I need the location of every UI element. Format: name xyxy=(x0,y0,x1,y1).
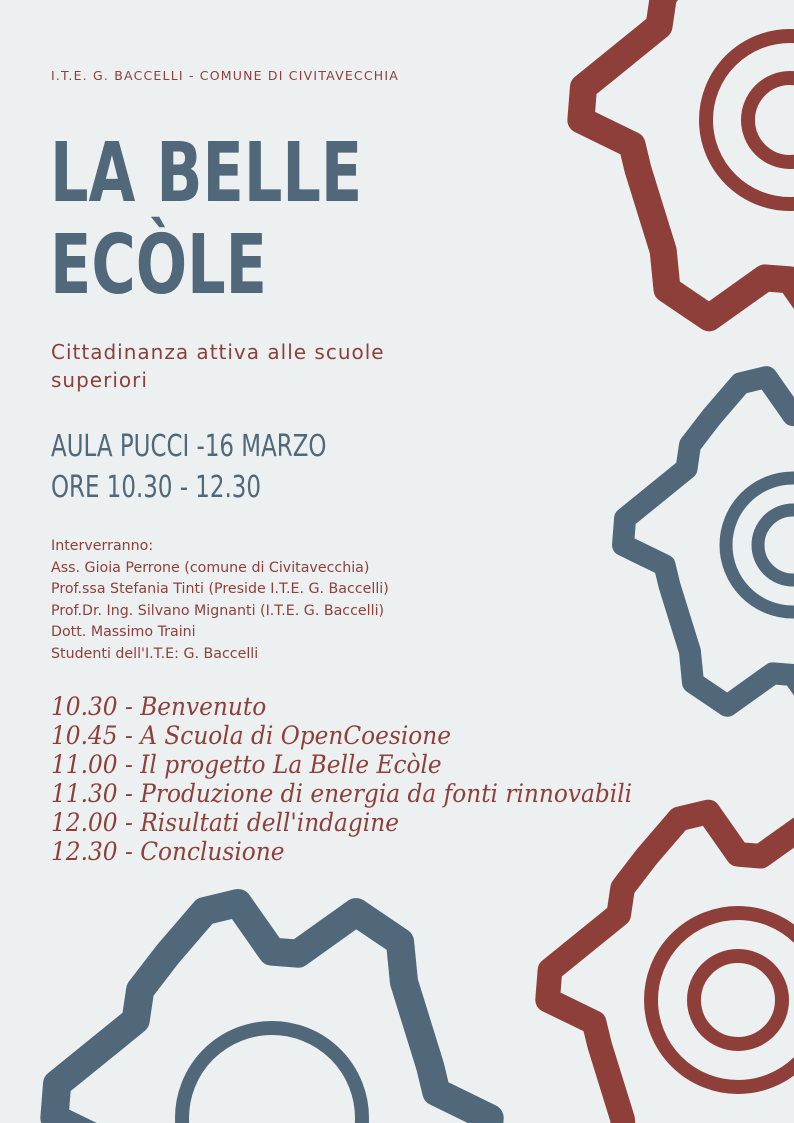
speaker-item: Studenti dell'I.T.E: G. Baccelli xyxy=(51,645,259,662)
agenda-item: 11.00 - Il progetto La Belle Ecòle xyxy=(51,750,442,779)
speaker-item: Prof.ssa Stefania Tinti (Preside I.T.E. G. Baccelli) xyxy=(51,581,389,597)
speakers-block xyxy=(51,536,396,665)
agenda-item: 10.30 - Benvenuto xyxy=(51,692,267,721)
page-title xyxy=(50,128,431,312)
speaker-item: Prof.Dr. Ing. Silvano Mignanti (I.T.E. G. Baccelli) xyxy=(51,602,385,619)
speaker-item: Ass. Gioia Perrone (comune di Civitavecchia) xyxy=(51,559,370,576)
agenda-list xyxy=(51,692,676,866)
title-line-1: LA BELLE xyxy=(50,126,363,221)
agenda-item: 12.30 - Conclusione xyxy=(51,837,285,866)
title-line-2: ECÒLE xyxy=(50,218,268,313)
speakers-heading: Interverranno: xyxy=(51,538,154,554)
agenda-item: 12.00 - Risultati dell'indagine xyxy=(51,808,399,837)
speaker-item: Dott. Massimo Traini xyxy=(51,624,196,640)
agenda-item: 11.30 - Produzione di energia da fonti rinnovabili xyxy=(51,779,633,808)
agenda-item: 10.45 - A Scuola di OpenCoesione xyxy=(51,721,452,750)
subtitle: Cittadinanza attiva alle scuole superiori xyxy=(51,340,385,392)
organizers-header: I.T.E. G. BACCELLI - COMUNE DI CIVITAVECCHIA xyxy=(51,68,400,83)
gear-icon xyxy=(623,377,794,713)
event-when xyxy=(51,426,375,508)
event-time: ORE 10.30 - 12.30 xyxy=(51,470,261,505)
gear-icon xyxy=(581,0,794,327)
event-place-date: AULA PUCCI -16 MARZO xyxy=(51,429,327,464)
gear-icon xyxy=(54,903,489,1123)
